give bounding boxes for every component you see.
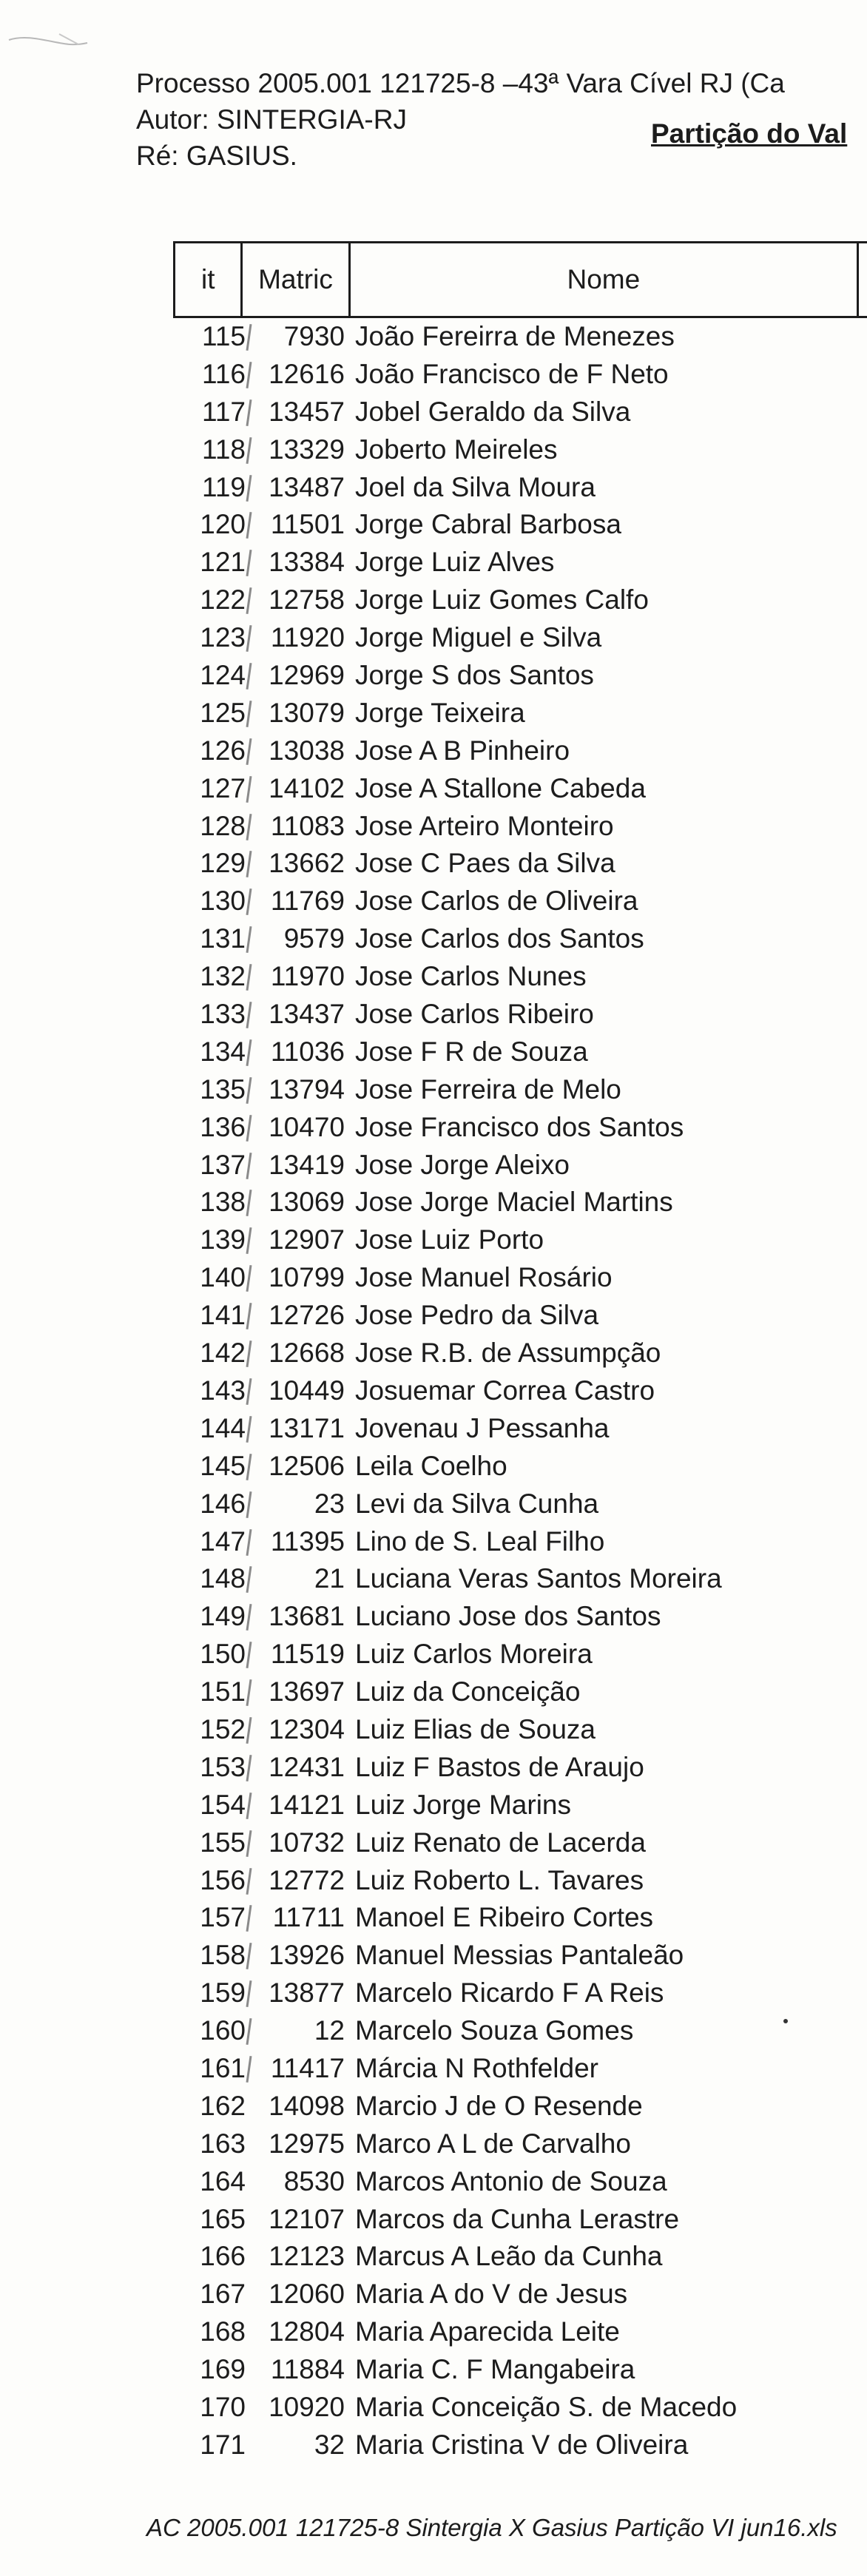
row-nome: Jose C Paes da Silva — [355, 848, 615, 879]
row-nome: Luiz Roberto L. Tavares — [355, 1864, 644, 1895]
row-nome: Jose Jorge Maciel Martins — [355, 1187, 673, 1218]
row-nome: Marcelo Ricardo F A Reis — [355, 1977, 664, 2009]
table-row — [0, 958, 867, 996]
table-row — [0, 2389, 867, 2427]
row-item-number: 127 — [200, 772, 246, 803]
table-row — [0, 845, 867, 883]
pencil-tick-mark — [246, 475, 252, 502]
row-nome: João Francisco de F Neto — [355, 358, 669, 389]
row-item-number: 156 — [200, 1864, 246, 1895]
row-item-number: 131 — [200, 923, 246, 954]
table-row — [0, 1598, 867, 1636]
table-row — [0, 1221, 867, 1259]
table-row — [0, 2238, 867, 2276]
scan-speck — [783, 2019, 788, 2023]
row-matric: 12975 — [269, 2128, 345, 2159]
table-header — [173, 241, 867, 318]
row-item-number: 157 — [200, 1902, 246, 1933]
row-matric: 12 — [314, 2015, 345, 2046]
row-matric: 23 — [314, 1488, 345, 1519]
row-nome: Jose R.B. de Assumpção — [355, 1338, 661, 1369]
table-row — [0, 2427, 867, 2464]
row-nome: Marco A L de Carvalho — [355, 2128, 631, 2159]
row-matric: 12907 — [269, 1224, 345, 1255]
row-item-number: 152 — [200, 1713, 246, 1744]
pencil-tick-mark — [246, 1642, 252, 1668]
row-nome: Márcia N Rothfelder — [355, 2052, 599, 2083]
row-item-number: 140 — [200, 1262, 246, 1293]
row-item-number: 121 — [200, 547, 246, 578]
row-matric: 11036 — [270, 1036, 345, 1067]
autor-line: Autor: SINTERGIA-RJ — [136, 104, 407, 135]
row-item-number: 128 — [200, 810, 246, 841]
document-title: Partição do Val — [651, 118, 848, 149]
table-row — [0, 1184, 867, 1221]
table-row — [0, 2201, 867, 2239]
table-row — [0, 356, 867, 394]
pencil-tick-mark — [246, 851, 252, 877]
row-item-number: 142 — [200, 1338, 246, 1369]
table-row — [0, 318, 867, 356]
row-matric: 13457 — [269, 396, 345, 427]
table-row — [0, 1109, 867, 1147]
row-item-number: 133 — [200, 999, 246, 1030]
pencil-tick-mark — [246, 1755, 252, 1781]
row-item-number: 150 — [200, 1639, 246, 1670]
pencil-tick-mark — [246, 1265, 252, 1292]
row-item-number: 125 — [200, 697, 246, 728]
table-row — [0, 1560, 867, 1598]
row-matric: 21 — [314, 1563, 345, 1594]
row-nome: Jose Jorge Aleixo — [355, 1149, 570, 1180]
row-nome: Maria Cristina V de Oliveira — [355, 2429, 689, 2460]
row-nome: Marcos da Cunha Lerastre — [355, 2203, 680, 2234]
table-row — [0, 544, 867, 581]
pencil-tick-mark — [246, 1566, 252, 1593]
row-nome: Jose Carlos Ribeiro — [355, 999, 594, 1030]
row-nome: Jorge Miguel e Silva — [355, 622, 602, 653]
row-item-number: 117 — [202, 396, 246, 427]
row-nome: Manoel E Ribeiro Cortes — [355, 1902, 654, 1933]
table-row — [0, 996, 867, 1034]
table-row — [0, 657, 867, 695]
row-item-number: 158 — [200, 1940, 246, 1971]
table-row — [0, 394, 867, 431]
row-item-number: 139 — [200, 1224, 246, 1255]
table-row — [0, 1899, 867, 1937]
pencil-tick-mark — [246, 1793, 252, 1819]
row-item-number: 167 — [200, 2279, 246, 2310]
table-row — [0, 695, 867, 732]
pencil-tick-mark — [246, 1491, 252, 1518]
row-item-number: 146 — [200, 1488, 246, 1519]
row-item-number: 130 — [200, 886, 246, 917]
table-row — [0, 732, 867, 770]
table-row — [0, 469, 867, 507]
row-item-number: 149 — [200, 1601, 246, 1632]
row-nome: Jose Carlos dos Santos — [355, 923, 644, 954]
row-nome: Manuel Messias Pantaleão — [355, 1940, 684, 1971]
row-nome: Leila Coelho — [355, 1450, 507, 1481]
table-row — [0, 920, 867, 958]
row-matric: 14121 — [269, 1789, 345, 1820]
pencil-tick-mark — [246, 1153, 252, 1179]
pencil-tick-mark — [246, 324, 252, 351]
row-item-number: 116 — [202, 358, 246, 389]
row-nome: Luiz Elias de Souza — [355, 1713, 596, 1744]
pencil-tick-mark — [246, 1115, 252, 1142]
table-row — [0, 2351, 867, 2389]
row-matric: 12758 — [269, 584, 345, 616]
row-matric: 11920 — [270, 622, 345, 653]
pencil-tick-mark — [246, 437, 252, 464]
pencil-tick-mark — [246, 399, 252, 426]
table-row — [0, 2088, 867, 2125]
row-item-number: 168 — [200, 2316, 246, 2347]
pencil-tick-mark — [246, 738, 252, 765]
row-item-number: 171 — [200, 2429, 246, 2460]
table-row — [0, 581, 867, 619]
pencil-tick-mark — [246, 926, 252, 953]
row-item-number: 166 — [200, 2241, 246, 2272]
table-body — [0, 318, 867, 2464]
row-matric: 10799 — [269, 1262, 345, 1293]
row-matric: 12726 — [269, 1300, 345, 1331]
row-matric: 13384 — [269, 547, 345, 578]
row-nome: Marcus A Leão da Cunha — [355, 2241, 663, 2272]
pencil-tick-mark — [246, 1227, 252, 1254]
table-row — [0, 2276, 867, 2313]
row-item-number: 164 — [200, 2165, 246, 2196]
row-item-number: 162 — [200, 2090, 246, 2121]
row-nome: Luciana Veras Santos Moreira — [355, 1563, 722, 1594]
row-nome: Jose Carlos Nunes — [355, 961, 587, 992]
table-row — [0, 1636, 867, 1673]
table-row — [0, 883, 867, 920]
pencil-tick-mark — [246, 550, 252, 576]
row-matric: 12107 — [269, 2203, 345, 2234]
row-matric: 11970 — [270, 961, 345, 992]
row-nome: Jorge Luiz Alves — [355, 547, 555, 578]
table-row — [0, 1523, 867, 1561]
pencil-tick-mark — [246, 1341, 252, 1367]
row-matric: 11519 — [270, 1639, 345, 1670]
table-row — [0, 1335, 867, 1372]
row-nome: João Fereirra de Menezes — [355, 321, 675, 351]
row-nome: Luiz F Bastos de Araujo — [355, 1751, 644, 1782]
row-nome: Maria Aparecida Leite — [355, 2316, 620, 2347]
row-nome: Jorge Cabral Barbosa — [355, 509, 621, 540]
row-nome: Luiz da Conceição — [355, 1676, 581, 1707]
row-item-number: 161 — [200, 2052, 246, 2083]
row-item-number: 126 — [200, 735, 246, 766]
row-item-number: 129 — [200, 848, 246, 879]
row-matric: 12123 — [269, 2241, 345, 2272]
row-matric: 11884 — [270, 2354, 345, 2385]
pencil-tick-mark — [246, 889, 252, 915]
table-row — [0, 1862, 867, 1900]
table-row — [0, 1410, 867, 1448]
pencil-tick-mark — [246, 1077, 252, 1104]
row-matric: 12804 — [269, 2316, 345, 2347]
pencil-tick-mark — [246, 2018, 252, 2045]
row-matric: 11501 — [270, 509, 345, 540]
row-item-number: 144 — [200, 1412, 246, 1443]
row-nome: Luiz Jorge Marins — [355, 1789, 572, 1820]
row-item-number: 143 — [200, 1375, 246, 1406]
pencil-tick-mark — [246, 1416, 252, 1443]
row-item-number: 115 — [202, 321, 246, 351]
row-nome: Jose A Stallone Cabeda — [355, 772, 646, 803]
table-row — [0, 1147, 867, 1184]
pencil-tick-mark — [246, 1905, 252, 1932]
pencil-tick-mark — [246, 1002, 252, 1028]
table-row — [0, 2125, 867, 2163]
row-matric: 11417 — [270, 2052, 345, 2083]
table-row — [0, 2163, 867, 2201]
row-matric: 14102 — [269, 772, 345, 803]
re-line: Ré: GASIUS. — [136, 141, 297, 171]
row-matric: 14098 — [269, 2090, 345, 2121]
table-row — [0, 2012, 867, 2050]
table-row — [0, 808, 867, 846]
row-nome: Joberto Meireles — [355, 434, 558, 465]
row-nome: Jose Francisco dos Santos — [355, 1111, 684, 1142]
row-item-number: 138 — [200, 1187, 246, 1218]
row-nome: Jovenau J Pessanha — [355, 1412, 610, 1443]
pencil-tick-mark — [246, 1454, 252, 1480]
table-row — [0, 1673, 867, 1711]
table-row — [0, 2313, 867, 2351]
row-matric: 13329 — [269, 434, 345, 465]
pencil-tick-mark — [246, 512, 252, 539]
row-item-number: 170 — [200, 2391, 246, 2422]
row-item-number: 132 — [200, 961, 246, 992]
row-matric: 13662 — [269, 848, 345, 879]
pencil-tick-mark — [246, 1378, 252, 1405]
row-matric: 32 — [314, 2429, 345, 2460]
row-nome: Lino de S. Leal Filho — [355, 1525, 605, 1557]
table-row — [0, 1749, 867, 1787]
pencil-tick-mark — [246, 587, 252, 614]
row-item-number: 165 — [200, 2203, 246, 2234]
row-matric: 13069 — [269, 1187, 345, 1218]
row-matric: 12060 — [269, 2279, 345, 2310]
row-nome: Jorge S dos Santos — [355, 660, 594, 691]
row-item-number: 153 — [200, 1751, 246, 1782]
row-item-number: 160 — [200, 2015, 246, 2046]
pencil-tick-mark — [246, 1528, 252, 1555]
row-item-number: 119 — [202, 471, 246, 502]
row-matric: 12304 — [269, 1713, 345, 1744]
row-nome: Maria C. F Mangabeira — [355, 2354, 635, 2385]
row-nome: Jorge Teixeira — [355, 697, 525, 728]
table-row — [0, 1372, 867, 1410]
row-nome: Jose Arteiro Monteiro — [355, 810, 614, 841]
row-item-number: 145 — [200, 1450, 246, 1481]
column-header-matric: Matric — [243, 243, 350, 316]
table-row — [0, 1975, 867, 2012]
row-nome: Joel da Silva Moura — [355, 471, 596, 502]
row-matric: 11395 — [270, 1525, 345, 1557]
pencil-tick-mark — [246, 362, 252, 388]
row-nome: Jose Carlos de Oliveira — [355, 886, 638, 917]
pencil-tick-mark — [246, 814, 252, 840]
row-nome: Luiz Carlos Moreira — [355, 1639, 593, 1670]
row-item-number: 137 — [200, 1149, 246, 1180]
row-item-number: 120 — [200, 509, 246, 540]
pencil-tick-mark — [246, 625, 252, 652]
row-item-number: 154 — [200, 1789, 246, 1820]
table-row — [0, 1297, 867, 1335]
row-nome: Levi da Silva Cunha — [355, 1488, 599, 1519]
pencil-tick-mark — [246, 776, 252, 803]
column-header-it: it — [175, 243, 243, 316]
row-nome: Luiz Renato de Lacerda — [355, 1827, 646, 1858]
pencil-tick-mark — [246, 1679, 252, 1706]
row-matric: 13794 — [269, 1073, 345, 1105]
file-name-footer: AC 2005.001 121725-8 Sintergia X Gasius Partição VI jun16.xls — [146, 2514, 837, 2541]
pencil-tick-mark — [246, 964, 252, 991]
row-matric: 13697 — [269, 1676, 345, 1707]
row-item-number: 169 — [200, 2354, 246, 2385]
row-item-number: 118 — [202, 434, 246, 465]
row-matric: 10732 — [269, 1827, 345, 1858]
row-item-number: 151 — [200, 1676, 246, 1707]
column-header-cut-off — [859, 243, 867, 316]
pencil-tick-mark — [246, 1039, 252, 1066]
row-item-number: 155 — [200, 1827, 246, 1858]
row-item-number: 124 — [200, 660, 246, 691]
row-matric: 12668 — [269, 1338, 345, 1369]
table-row — [0, 770, 867, 808]
row-item-number: 134 — [200, 1036, 246, 1067]
pencil-tick-mark — [246, 1717, 252, 1744]
pencil-tick-mark — [246, 1303, 252, 1329]
row-matric: 13681 — [269, 1601, 345, 1632]
pencil-tick-mark — [246, 663, 252, 689]
row-nome: Jose Manuel Rosário — [355, 1262, 613, 1293]
row-item-number: 148 — [200, 1563, 246, 1594]
column-header-nome: Nome — [351, 243, 860, 316]
table-row — [0, 506, 867, 544]
row-item-number: 136 — [200, 1111, 246, 1142]
row-matric: 13079 — [269, 697, 345, 728]
table-row — [0, 431, 867, 469]
pencil-tick-mark — [246, 1867, 252, 1894]
row-item-number: 122 — [200, 584, 246, 616]
row-nome: Jobel Geraldo da Silva — [355, 396, 631, 427]
row-matric: 13171 — [269, 1412, 345, 1443]
table-row — [0, 1711, 867, 1749]
processo-line: Processo 2005.001 121725-8 –43ª Vara Cível RJ (Ca — [136, 68, 785, 98]
row-matric: 10449 — [269, 1375, 345, 1406]
row-matric: 12506 — [269, 1450, 345, 1481]
table-row — [0, 1259, 867, 1297]
row-item-number: 123 — [200, 622, 246, 653]
row-nome: Jose F R de Souza — [355, 1036, 588, 1067]
row-nome: Marcelo Souza Gomes — [355, 2015, 634, 2046]
pencil-tick-mark — [246, 1980, 252, 2007]
row-nome: Jose A B Pinheiro — [355, 735, 570, 766]
pencil-tick-mark — [246, 1190, 252, 1216]
pencil-tick-mark — [246, 1943, 252, 1969]
row-item-number: 135 — [200, 1073, 246, 1105]
row-matric: 9579 — [283, 923, 345, 954]
scan-mark-icon — [7, 30, 89, 52]
row-matric: 13419 — [269, 1149, 345, 1180]
row-matric: 13926 — [269, 1940, 345, 1971]
row-matric: 13877 — [269, 1977, 345, 2009]
row-matric: 12772 — [269, 1864, 345, 1895]
pencil-tick-mark — [246, 701, 252, 727]
row-matric: 10470 — [269, 1111, 345, 1142]
pencil-tick-mark — [246, 2056, 252, 2083]
table-row — [0, 1937, 867, 1975]
table-row — [0, 1824, 867, 1862]
row-matric: 7930 — [283, 321, 345, 351]
row-matric: 12969 — [269, 660, 345, 691]
row-matric: 10920 — [269, 2391, 345, 2422]
table-row — [0, 1787, 867, 1824]
row-matric: 11083 — [270, 810, 345, 841]
row-nome: Jose Pedro da Silva — [355, 1300, 599, 1331]
row-matric: 12616 — [269, 358, 345, 389]
row-nome: Marcos Antonio de Souza — [355, 2165, 667, 2196]
row-matric: 8530 — [283, 2165, 345, 2196]
row-nome: Josuemar Correa Castro — [355, 1375, 655, 1406]
row-nome: Maria Conceição S. de Macedo — [355, 2391, 738, 2422]
row-item-number: 141 — [200, 1300, 246, 1331]
table-row — [0, 1486, 867, 1523]
table-row — [0, 619, 867, 657]
row-matric: 12431 — [269, 1751, 345, 1782]
row-nome: Maria A do V de Jesus — [355, 2279, 628, 2310]
pencil-tick-mark — [246, 1830, 252, 1857]
row-matric: 11769 — [270, 886, 345, 917]
row-item-number: 147 — [200, 1525, 246, 1557]
table-row — [0, 1448, 867, 1486]
table-row — [0, 1071, 867, 1109]
row-nome: Luciano Jose dos Santos — [355, 1601, 661, 1632]
row-matric: 13487 — [269, 471, 345, 502]
row-matric: 11711 — [272, 1902, 345, 1933]
pencil-tick-mark — [246, 1604, 252, 1631]
row-item-number: 163 — [200, 2128, 246, 2159]
row-matric: 13437 — [269, 999, 345, 1030]
row-matric: 13038 — [269, 735, 345, 766]
row-nome: Jose Ferreira de Melo — [355, 1073, 621, 1105]
table-row — [0, 1034, 867, 1071]
row-item-number: 159 — [200, 1977, 246, 2009]
row-nome: Jorge Luiz Gomes Calfo — [355, 584, 649, 616]
table-row — [0, 2050, 867, 2088]
row-nome: Marcio J de O Resende — [355, 2090, 643, 2121]
row-nome: Jose Luiz Porto — [355, 1224, 544, 1255]
